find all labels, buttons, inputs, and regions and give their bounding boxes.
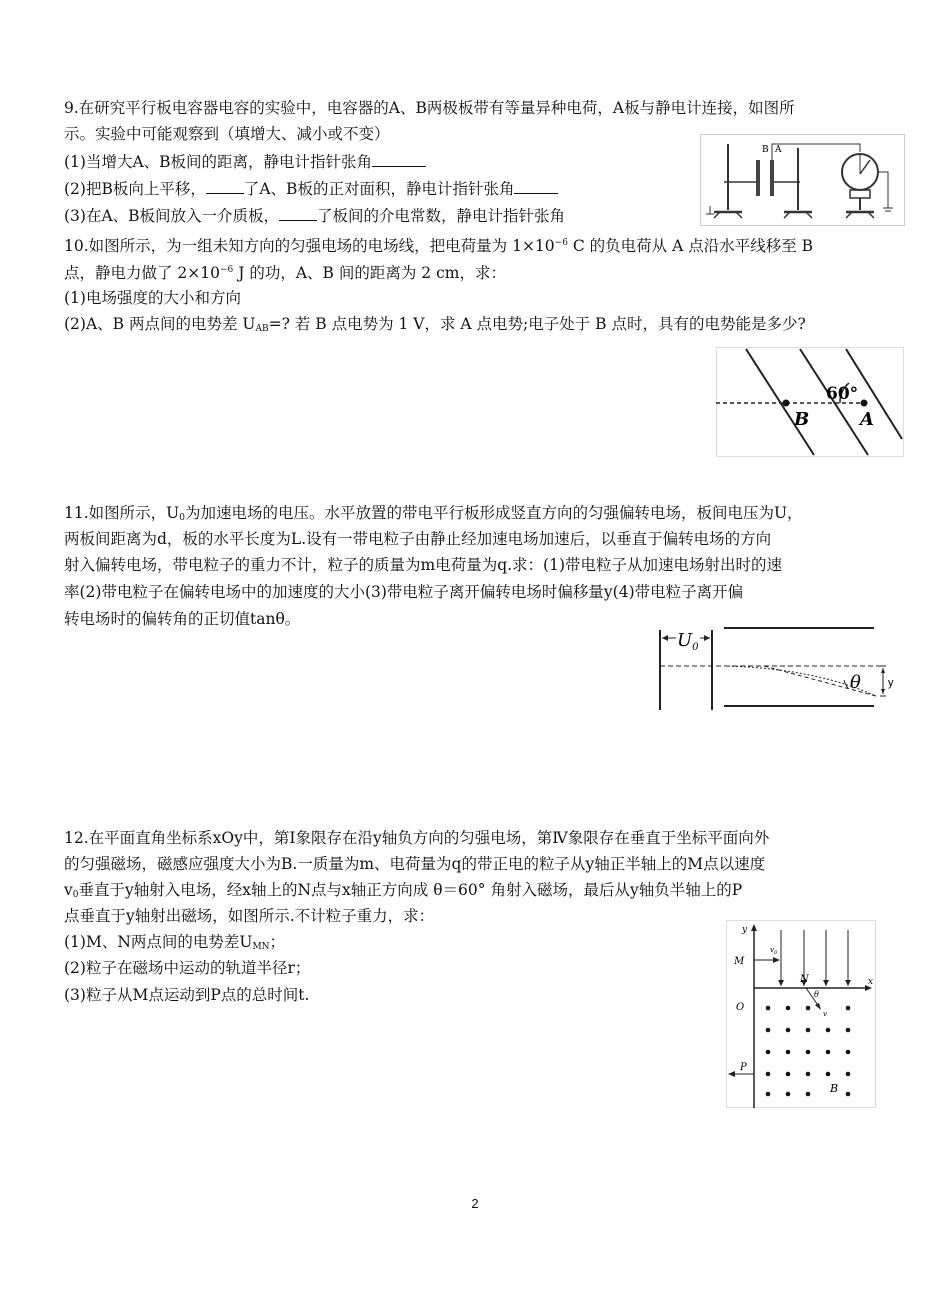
q12-line4: 点垂直于y轴射出磁场，如图所示.不计粒子重力，求： <box>64 907 435 925</box>
plate-label-a: A <box>775 145 782 155</box>
q9-item2b-text: 了A、B板的正对面积，静电计指针张角 <box>243 180 515 198</box>
point-a-label: A <box>860 409 874 430</box>
deflection-field-figure <box>654 622 900 712</box>
q10-line1b: C 的负电荷从 A 点沿水平线移至 B <box>567 237 814 255</box>
y-offset-label: y <box>888 677 894 689</box>
q11-line1a: 11.如图所示，U <box>64 504 180 522</box>
q12-line3b: 垂直于y轴射入电场，经x轴上的N点与x轴正方向成 θ＝60° 角射入磁场，最后从y轴负半轴上的P <box>78 881 743 899</box>
q9-line1: 9.在研究平行板电容器电容的实验中，电容器的A、B两极板带有等量异种电荷，A板与静电计连接，如图所 <box>64 99 795 117</box>
theta-angle-label: θ <box>814 990 819 999</box>
q12-item1 <box>64 932 285 957</box>
point-m-label: M <box>734 956 745 967</box>
q12-line3a: v <box>64 881 73 899</box>
x-axis-label: x <box>868 977 874 987</box>
q10-line2a: 点，静电力做了 2×10 <box>64 264 220 282</box>
q10-item2a: (2)A、B 两点间的电势差 U <box>64 315 256 333</box>
q9-item2 <box>64 179 558 199</box>
q11-line1b: 为加速电场的电压。水平放置的带电平行板形成竖直方向的匀强偏转电场，板间电压为U， <box>184 504 803 522</box>
q10-line1-exp: −6 <box>554 238 568 248</box>
u0-subscript: 0 <box>692 642 699 653</box>
y-axis-label: y <box>742 925 748 935</box>
point-b-label: B <box>794 409 810 430</box>
q11-line1-sub: 0 <box>179 513 185 523</box>
v0-subscript: 0 <box>773 950 778 956</box>
b-field-label: B <box>830 1082 839 1095</box>
answer-blank[interactable] <box>279 206 317 221</box>
q9-item3a-text: (3)在A、B板间放入一介质板， <box>64 207 280 225</box>
q12-item1-sub: MN <box>252 942 270 952</box>
angle-label: 60° <box>826 384 859 404</box>
coordinate-field-figure <box>726 920 876 1108</box>
q12-item3: (3)粒子从M点运动到P点的总时间t. <box>64 986 310 1004</box>
u0-label <box>677 630 699 653</box>
q9-line2: 示。实验中可能观察到（填增大、减小或不变） <box>64 125 390 143</box>
velocity-label: v <box>823 1010 827 1018</box>
q12-item1b: ； <box>269 933 286 951</box>
q12-line3-sub: 0 <box>72 890 79 900</box>
q12-item2: (2)粒子在磁场中运动的轨道半径r； <box>64 959 311 977</box>
point-p-label: P <box>740 1062 747 1073</box>
point-n-label: N <box>800 974 809 985</box>
q12-line2: 的匀强磁场，磁感应强度大小为B.一质量为m、电荷量为q的带正电的粒子从y轴正半轴上的M点以速度 <box>64 855 766 873</box>
v0-letter: v <box>770 946 774 954</box>
q10-line2-exp: −6 <box>220 265 234 275</box>
q12-line3 <box>64 880 742 905</box>
u0-letter: U <box>677 630 693 651</box>
q10-item2-sub: AB <box>255 324 269 334</box>
q9-item1 <box>64 152 426 172</box>
answer-blank[interactable] <box>514 179 558 194</box>
answer-blank[interactable] <box>372 152 426 167</box>
q10-item2 <box>64 314 806 339</box>
q10-line2b: J 的功，A、B 间的距离为 2 cm，求： <box>233 264 506 282</box>
page-number: 2 <box>471 1196 479 1211</box>
q12-line1: 12.在平面直角坐标系xOy中，第Ⅰ象限存在沿y轴负方向的匀强电场，第Ⅳ象限存在垂直于坐标平面向外 <box>64 829 770 847</box>
q11-line1 <box>64 503 803 528</box>
q9-item1-text: (1)当增大A、B板间的距离，静电计指针张角 <box>64 153 373 171</box>
q10-item1: (1)电场强度的大小和方向 <box>64 289 241 307</box>
q12-item1a: (1)M、N两点间的电势差U <box>64 933 253 951</box>
answer-blank[interactable] <box>206 179 244 194</box>
q9-item2a-text: (2)把B板向上平移， <box>64 180 206 198</box>
q11-line4: 率(2)带电粒子在偏转电场中的加速度的大小(3)带电粒子离开偏转电场时偏移量y(4)带电粒子离开偏 <box>64 583 744 601</box>
theta-label: θ <box>850 672 861 693</box>
q11-line5: 转电场时的偏转角的正切值tanθ。 <box>64 610 301 628</box>
q11-line3: 射入偏转电场，带电粒子的重力不计，粒子的质量为m电荷量为q.求：(1)带电粒子从加速电场射出时的速 <box>64 556 783 574</box>
q11-line2: 两板间距离为d，板的水平长度为L.设有一带电粒子由静止经加速电场加速后，以垂直于偏转电场的方向 <box>64 530 772 548</box>
field-lines-figure <box>716 347 904 457</box>
q10-item2b: =? 若 B 点电势为 1 V，求 A 点电势;电子处于 B 点时，具有的电势能是多少? <box>268 315 806 333</box>
v0-label <box>770 946 778 956</box>
q10-line1a: 10.如图所示，为一组未知方向的匀强电场的电场线，把电荷量为 1×10 <box>64 237 555 255</box>
plate-label-b: B <box>762 145 769 155</box>
q9-item3 <box>64 206 565 226</box>
q9-item3b-text: 了板间的介电常数，静电计指针张角 <box>317 207 566 225</box>
q10-line2 <box>64 260 506 283</box>
q10-line1 <box>64 233 813 256</box>
capacitor-electroscope-figure <box>700 134 905 226</box>
origin-label: O <box>736 1002 745 1013</box>
